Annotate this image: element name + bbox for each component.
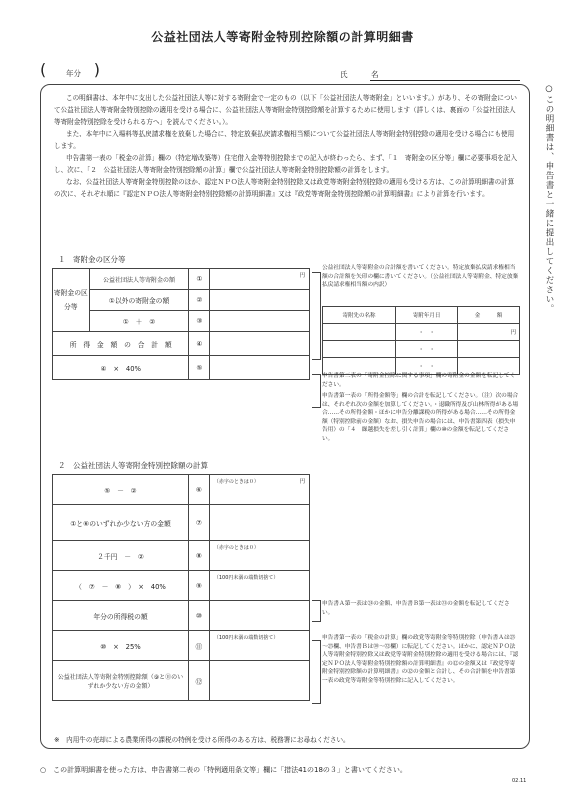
row-number: ⑨ [189,571,210,601]
row-label: ２千円 － ② [53,541,189,571]
row-note: （100円未満の端数切捨て） [213,635,279,641]
yen-unit: 円 [299,273,305,279]
vertical-note: ○この明細書は、申告書と一緒に提出してください。 [544,84,554,314]
row-number: ⑫ [189,661,210,701]
row-number: ⑥ [189,475,210,505]
mini-cell[interactable]: ・ ・ [396,358,458,375]
name-label: 氏 名 [340,70,387,79]
bottom-note: ○ この計算明細書を使った方は、申告書第二表の「特例適用条文等」欄に「措法41の18の３」と書いてください。 [40,766,407,774]
row-number: ① [189,269,210,290]
row-note: （赤字のときは０） [213,545,259,551]
section1-heading: １ 寄附金の区分等 [58,255,126,264]
amount-cell[interactable] [209,475,309,505]
row-label: （ ⑦ － ⑧ ） × 40% [53,571,189,601]
amount-cell[interactable] [210,290,310,311]
row-number: ④ [189,332,210,356]
mini-cell[interactable]: ・ ・ [396,324,458,341]
form-code: 02.11 [512,778,527,784]
section2-heading: ２ 公益社団法人等寄附金特別控除額の計算 [58,461,208,470]
row-label: ④ × 40% [53,356,189,380]
footnote: ※ 内用牛の売却による農業所得の課税の特例を受ける所得のある方は、税務署にお尋ねください。 [54,736,350,744]
connector-bracket [312,600,321,622]
group-label: 寄附金の区分等 [53,269,90,332]
row-label: ①以外の寄附金の額 [89,290,189,311]
amount-cell[interactable] [210,356,310,380]
row-label: 公益社団法人等寄附金特別控除額（⑨と⑪のいずれか少ない方の金額） [53,661,189,701]
amount-cell[interactable] [210,311,310,332]
row-number: ② [189,290,210,311]
section2-table [52,474,310,701]
row-number: ⑤ [189,356,210,380]
mini-cell[interactable] [323,324,396,341]
note-schedule2: 申告書第二表の「寄附金控除に関する事項」欄の寄附金の金額を転記してください。 [322,373,516,388]
amount-cell[interactable] [209,505,309,541]
row-number: ③ [189,311,210,332]
intro-text [54,92,520,200]
page-title: 公益社団法人等寄附金特別控除額の計算明細書 [151,30,414,44]
mini-header: 寄附先の名称 [323,307,396,324]
amount-cell[interactable] [209,541,309,571]
row-number: ⑩ [189,601,210,631]
mini-cell[interactable]: ・ ・ [396,341,458,358]
amount-cell[interactable] [210,269,310,290]
row-label: ⑩ × 25% [53,631,189,661]
mini-cell[interactable] [323,341,396,358]
amount-cell[interactable] [209,631,309,661]
donation-breakdown-table [322,306,520,375]
name-field[interactable] [370,80,520,81]
row-label: 所 得 金 額 の 合 計 額 [53,332,189,356]
mini-cell[interactable]: 円 [458,324,520,341]
row-label: ①と⑥のいずれか少ない方の金額 [53,505,189,541]
row-number: ⑧ [189,541,210,571]
mini-header: 金 額 [458,307,520,324]
row-note: （赤字のときは０） [213,479,259,485]
connector-bracket [312,272,321,360]
yen-unit: 円 [299,479,305,485]
row-label: 年分の所得税の額 [53,601,189,631]
note-tax-amount: 申告書Ａ第一表は㉔の金額、申告書Ｂ第一表は㉛の金額を転記してください。 [322,601,510,616]
amount-cell[interactable] [210,332,310,356]
year-field[interactable]: ( 年分 ) [40,60,100,79]
year-label: 年分 [66,69,81,78]
amount-cell[interactable] [209,601,309,631]
row-label: ① ＋ ② [89,311,189,332]
row-number: ⑦ [189,505,210,541]
row-number: ⑪ [189,631,210,661]
note-income-total: 申告書第一表の「所得金額等」欄の合計を転記してください。（注）次の場合は、それぞれ次の金額を加算してください。・退職所得及び山林所得がある場合……その所得金額・ほかに申告分離課税の所得がある場合……その所得金額（特別控除前の金額）なお、損失申告の場合には、申告書第四表（損失申告用）の「４ 繰越損失を差し引く計算」欄の⑩の金額を転記してください。 [322,393,519,442]
intro-paragraph: また、本年中に入場料等払戻請求権を放棄した場合に、特定放棄払戻請求権相当額について公益社団法人等寄附金特別控除の適用を受ける場合にも使用します。 [54,130,515,150]
row-label: 公益社団法人等寄附金の額 [89,269,189,290]
intro-paragraph: この明細書は、本年中に支出した公益社団法人等に対する寄附金で一定のもの（以下「公益社団法人等寄附金」といいます。）があり、その寄附金について公益社団法人等寄附金特別控除の適用を受ける場合に、公益社団法人等寄附金特別控除額を計算するために使用します（詳しくは、裏面の「公益社団法人等寄附金特別控除を受けられる方へ」を読んでください。）。 [54,94,518,126]
amount-cell[interactable] [209,661,309,701]
connector-bracket [312,640,321,704]
row-note: （100円未満の端数切捨て） [213,575,279,581]
intro-paragraph: なお、公益社団法人等寄附金特別控除のほか、認定ＮＰＯ法人等寄附金特別控除又は政党等寄附金特別控除の適用も受ける方は、この計算明細書の計算の次に、それぞれ順に『認定ＮＰＯ法人等寄附金特別控除額の計算明細書』又は『政党等寄附金特別控除額の計算明細書』により計算を行います。 [54,178,515,198]
connector-bracket [312,374,321,408]
amount-cell[interactable] [209,571,309,601]
mini-cell[interactable] [458,341,520,358]
row-label: ⑤ － ② [53,475,189,505]
section1-table [52,268,310,380]
note-deduction-transfer: 申告書第一表の「税金の計算」欄の政党等寄附金等特別控除（申告書Ａは㉓～㉕欄、申告書Ｂは㉚～㉜欄）に転記してください。ほかに、認定ＮＰＯ法人等寄附金特別控除又は政党等寄附金特別控除の適用を受ける場合には、『認定ＮＰＯ法人等寄附金特別控除額の計算明細書』の⑫の金額又は『政党等寄附金特別控除額の計算明細書』の⑫の金額と合計し、その合計額を申告書第一表の政党等寄附金等特別控除に記入してください。 [322,635,519,684]
intro-paragraph: 申告書第一表の「税金の計算」欄の（特定増改築等）住宅借入金等特別控除までの記入が終わったら、まず、「１ 寄附金の区分等」欄に必要事項を記入し、次に、「２ 公益社団法人等寄附金特別控除額の計算」欄で公益社団法人等寄附金特別控除額の計算をします。 [54,154,518,174]
note-donation-total: 公益社団法人等寄附金の合計額を書いてください。特定放棄払戻請求権相当額の合計額を矢印の欄に書いてください。（公益社団法人等寄附金、特定放棄払戻請求権相当額の内訳） [322,265,519,289]
mini-header: 寄附年月日 [396,307,458,324]
